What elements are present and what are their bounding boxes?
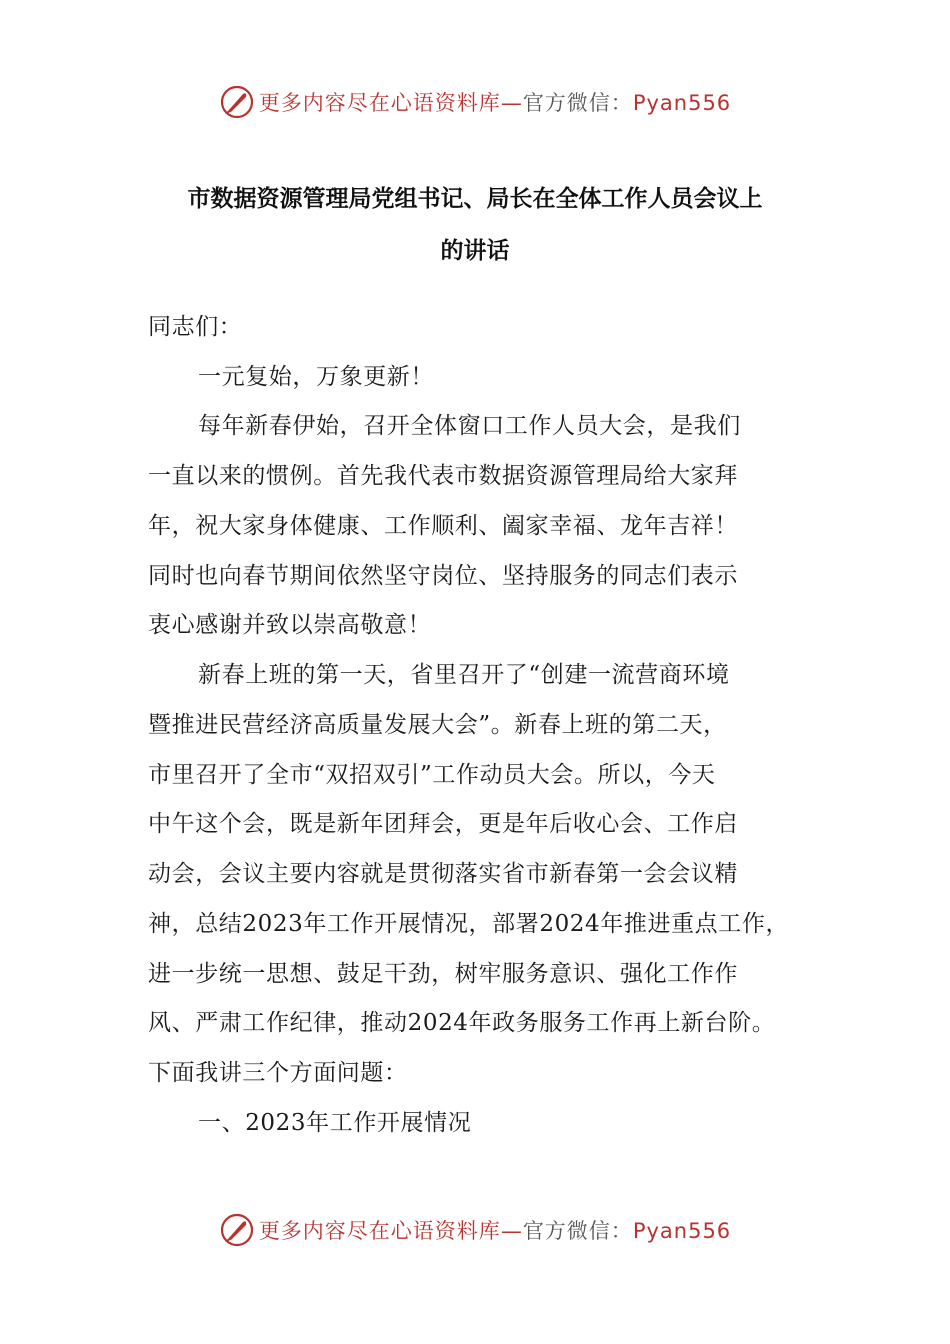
body-line: 进一步统一思想、鼓足干劲，树牢服务意识、强化工作作: [148, 961, 738, 987]
body-line: 衷心感谢并致以崇高敬意！: [148, 612, 432, 638]
body-line: 每年新春伊始，召开全体窗口工作人员大会，是我们: [198, 413, 741, 439]
body-line: 新春上班的第一天，省里召开了“创建一流营商环境: [198, 662, 730, 688]
body-line: 市里召开了全市“双招双引”工作动员大会。所以，今天: [148, 762, 716, 788]
body-line: 暨推进民营经济高质量发展大会”。新春上班的第二天，: [148, 712, 727, 738]
body-line: 下面我讲三个方面问题：: [148, 1060, 408, 1086]
salutation: 同志们：: [148, 314, 243, 340]
banner-brand: 更多内容尽在心语资料库: [258, 1219, 501, 1243]
section-heading: 一、2023年工作开展情况: [198, 1110, 472, 1136]
banner-wechat-label: 官方微信：: [522, 91, 633, 115]
banner-wechat-label: 官方微信：: [522, 1219, 633, 1243]
document-title-line-2: 的讲话: [440, 238, 510, 264]
body-line: 风、严肃工作纪律，推动2024年政务服务工作再上新台阶。: [148, 1010, 776, 1036]
document-title-line-1: 市数据资源管理局党组书记、局长在全体工作人员会议上: [187, 186, 763, 212]
quill-logo-icon: [219, 1212, 255, 1248]
body-line: 年，祝大家身体健康、工作顺利、阖家幸福、龙年吉祥！: [148, 513, 738, 539]
quill-logo-icon: [219, 84, 255, 120]
body-line: 动会，会议主要内容就是贯彻落实省市新春第一会会议精: [148, 861, 738, 887]
body-line: 一直以来的惯例。首先我代表市数据资源管理局给大家拜: [148, 463, 738, 489]
body-line: 中午这个会，既是新年团拜会，更是年后收心会、工作启: [148, 811, 738, 837]
header-banner: [0, 82, 950, 122]
banner-text: [259, 87, 731, 117]
banner-wechat-id: Pyan556: [632, 91, 732, 115]
footer-banner: [0, 1210, 950, 1250]
body-line: 神，总结2023年工作开展情况，部署2024年推进重点工作，: [148, 911, 790, 937]
banner-brand: 更多内容尽在心语资料库: [258, 91, 501, 115]
banner-separator: —: [500, 91, 523, 115]
body-line: 一元复始，万象更新！: [198, 364, 434, 390]
banner-text: [259, 1215, 731, 1245]
banner-separator: —: [500, 1219, 523, 1243]
body-line: 同时也向春节期间依然坚守岗位、坚持服务的同志们表示: [148, 563, 738, 589]
banner-wechat-id: Pyan556: [632, 1219, 732, 1243]
